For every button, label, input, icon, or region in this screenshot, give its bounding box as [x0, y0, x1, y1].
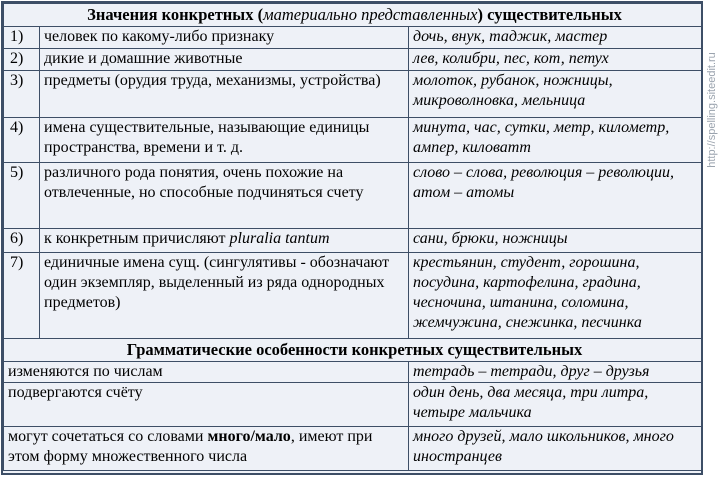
row-examples: лев, колибри, пес, кот, петух: [409, 49, 704, 71]
row-examples: крестьянин, студент, горошина, посудина, картофелина, градина, чесночина, штанина, соломина, жемчужина, снежинка, песчинка: [409, 253, 704, 339]
pluralia-tantum-term: pluralia tantum: [229, 230, 330, 247]
row-number: 7): [4, 253, 40, 339]
row-description: [40, 229, 409, 253]
title-text-start: Значения конкретных (: [87, 5, 264, 24]
row-examples: сани, брюки, ножницы: [409, 229, 704, 253]
row-description-text: к конкретным причисляют: [44, 230, 230, 247]
table-row: [4, 163, 704, 229]
grammar-keyword: много/мало: [207, 428, 291, 445]
row-examples: молоток, рубанок, ножницы, микроволновка, мельница: [409, 71, 704, 118]
title-row: [4, 4, 704, 27]
concrete-nouns-table-frame: [1, 1, 703, 475]
grammar-subtitle: Грамматические особенности конкретных существительных: [4, 339, 704, 362]
grammar-description: изменяются по числам: [4, 362, 409, 383]
row-examples: слово – слова, революция – революции, атом – атомы: [409, 163, 704, 229]
grammar-description-text: , имеют при этом форму множественного числа: [8, 428, 373, 465]
row-examples: дочь, внук, таджик, мастер: [409, 27, 704, 49]
row-description: единичные имена сущ. (сингулятивы - обозначают один экземпляр, выделенный из ряда однородных предметов): [40, 253, 409, 339]
grammar-examples: один день, два месяца, три литра, четыре мальчика: [409, 383, 704, 427]
grammar-examples: тетрадь – тетради, друг – друзья: [409, 362, 704, 383]
row-description: дикие и домашние животные: [40, 49, 409, 71]
row-description: предметы (орудия труда, механизмы, устройства): [40, 71, 409, 118]
row-examples: минута, час, сутки, метр, километр, ампер, киловатт: [409, 118, 704, 163]
table-row: [4, 118, 704, 163]
row-number: 6): [4, 229, 40, 253]
row-number: 3): [4, 71, 40, 118]
row-description: человек по какому-либо признаку: [40, 27, 409, 49]
grammar-row: [4, 427, 704, 471]
table-row: [4, 27, 704, 49]
grammar-examples: много друзей, мало школьников, много иностранцев: [409, 427, 704, 471]
grammar-description: [4, 427, 409, 471]
title-text-end: ) существительных: [477, 5, 622, 24]
grammar-row: [4, 383, 704, 427]
subtitle-row: [4, 339, 704, 362]
row-number: 4): [4, 118, 40, 163]
table-title: [4, 4, 704, 27]
table-row: [4, 71, 704, 118]
row-description: имена существительные, называющие единицы пространства, времени и т. д.: [40, 118, 409, 163]
site-watermark: [703, 0, 721, 220]
grammar-row: [4, 362, 704, 383]
table-row: [4, 229, 704, 253]
row-number: 1): [4, 27, 40, 49]
title-text-italic: материально представленных: [263, 5, 478, 24]
row-number: 5): [4, 163, 40, 229]
watermark-text: http://spelling.siteedit.ru: [706, 52, 718, 168]
table-row: [4, 253, 704, 339]
row-description: различного рода понятия, очень похожие на отвлеченные, но способные подчиняться счету: [40, 163, 409, 229]
row-number: 2): [4, 49, 40, 71]
table-row: [4, 49, 704, 71]
grammar-description-text: могут сочетаться со словами: [8, 428, 208, 445]
concrete-nouns-table: [3, 3, 703, 471]
grammar-description: подвергаются счёту: [4, 383, 409, 427]
